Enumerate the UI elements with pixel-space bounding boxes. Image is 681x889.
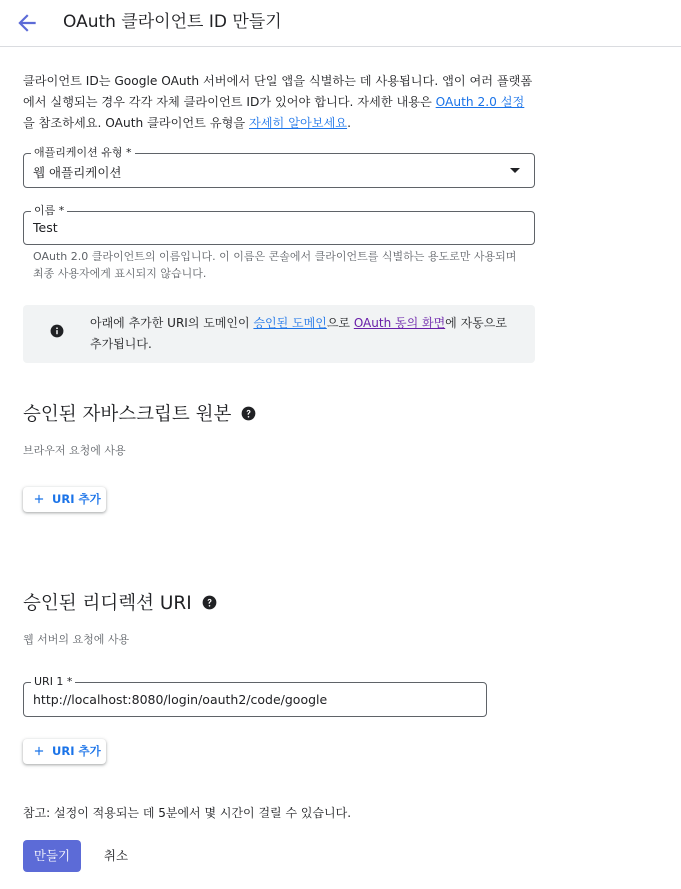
settings-note: 참고: 설정이 적용되는 데 5분에서 몇 시간이 걸릴 수 있습니다. <box>23 806 352 820</box>
application-type-value: 웹 애플리케이션 <box>33 165 122 180</box>
js-origins-heading <box>23 403 256 427</box>
help-icon[interactable] <box>241 406 256 421</box>
redirect-uri-1-value: http://localhost:8080/login/oauth2/code/google <box>33 692 328 707</box>
intro-text-part3: . <box>347 116 351 130</box>
redirect-uris-subtitle: 웹 서버의 요청에 사용 <box>23 633 130 646</box>
add-origin-uri-button[interactable] <box>23 487 106 512</box>
arrow-back-icon[interactable] <box>14 10 40 36</box>
redirect-uris-title: 승인된 리디렉션 URI <box>23 593 192 614</box>
info-box <box>23 305 535 363</box>
oauth-settings-link[interactable]: OAuth 2.0 설정 <box>435 95 525 109</box>
info-icon <box>50 324 64 338</box>
create-button[interactable]: 만들기 <box>23 840 81 872</box>
plus-icon <box>32 744 46 758</box>
redirect-uri-1-field[interactable] <box>23 675 487 717</box>
application-type-label: 애플리케이션 유형 * <box>31 146 135 160</box>
consent-screen-link[interactable]: OAuth 동의 화면 <box>353 316 446 330</box>
intro-text-part1: 클라이언트 ID는 Google OAuth 서버에서 단일 앱을 식별하는 데 사용됩니다. 앱이 여러 플랫폼에서 실행되는 경우 각각 자체 클라이언트 ID가 있어야 합니다. 자세한 내용은 <box>23 74 533 109</box>
page-title: OAuth 클라이언트 ID 만들기 <box>63 12 282 32</box>
add-redirect-uri-button[interactable] <box>23 739 106 764</box>
name-label: 이름 * <box>31 204 67 218</box>
cancel-button[interactable]: 취소 <box>103 848 129 863</box>
info-text-part3: 에 자동으로 추가됩니다. <box>90 316 507 351</box>
add-redirect-uri-label: URI 추가 <box>52 744 101 758</box>
add-origin-uri-label: URI 추가 <box>52 492 101 506</box>
page-header <box>0 0 681 47</box>
redirect-uri-1-label: URI 1 * <box>31 675 75 689</box>
info-text-part1: 아래에 추가한 URI의 도메인이 <box>90 316 254 330</box>
intro-text <box>23 71 533 134</box>
intro-text-part2: 을 참조하세요. OAuth 클라이언트 유형을 <box>23 116 250 130</box>
js-origins-title: 승인된 자바스크립트 원본 <box>23 404 232 425</box>
authorized-domains-link[interactable]: 승인된 도메인 <box>253 316 327 330</box>
redirect-uris-heading <box>23 592 217 616</box>
name-field[interactable] <box>23 204 535 245</box>
js-origins-subtitle: 브라우저 요청에 사용 <box>23 444 126 457</box>
name-value: Test <box>33 220 58 235</box>
dropdown-arrow-icon <box>510 168 520 173</box>
info-text <box>90 313 522 355</box>
learn-more-link[interactable]: 자세히 알아보세요 <box>249 116 348 130</box>
application-type-select[interactable] <box>23 146 535 188</box>
name-hint: OAuth 2.0 클라이언트의 이름입니다. 이 이름은 콘솔에서 클라이언트를 식별하는 용도로만 사용되며 최종 사용자에게 표시되지 않습니다. <box>33 250 517 280</box>
plus-icon <box>32 492 46 506</box>
info-text-part2: 으로 <box>326 316 354 330</box>
help-icon[interactable] <box>202 595 217 610</box>
